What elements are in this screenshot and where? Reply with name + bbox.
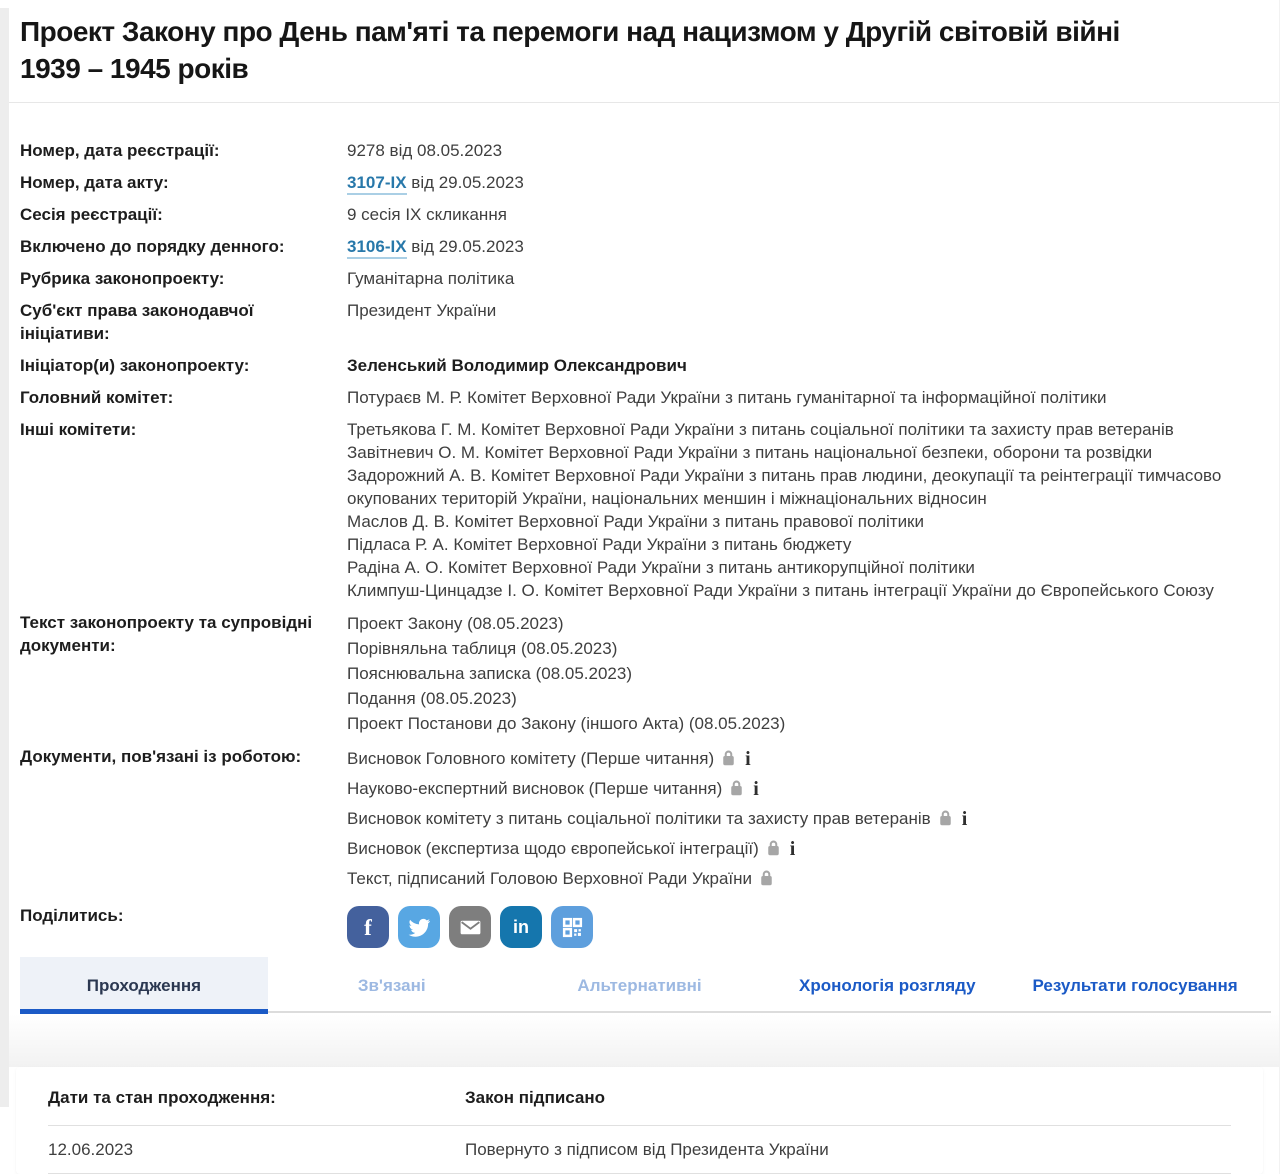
detail-row: [20, 354, 1259, 377]
detail-value: [347, 139, 1259, 162]
page-title-line2: 1939 – 1945 років: [20, 53, 249, 84]
detail-label: Номер, дата реєстрації:: [20, 141, 220, 160]
detail-row: [20, 171, 1259, 194]
related-document: [347, 835, 1259, 865]
lock-icon-wrap: [938, 808, 953, 835]
progress-table-body: [48, 1126, 1231, 1173]
committee-line: Радіна А. О. Комітет Верховної Ради України з питань антикорупційної політики: [347, 558, 975, 577]
page-title: [20, 13, 1259, 87]
info-icon[interactable]: i: [961, 808, 968, 830]
bill-page: [9, 0, 1280, 1174]
detail-row: [20, 904, 1259, 948]
info-icon[interactable]: i: [753, 778, 759, 800]
related-document-title[interactable]: Науково-експертний висновок (Перше читання): [347, 779, 723, 798]
lock-icon: [938, 809, 953, 827]
share-buttons: [347, 904, 1259, 948]
lock-icon: [721, 749, 736, 767]
detail-value: [347, 299, 1259, 345]
linkedin-icon: in: [513, 916, 529, 937]
detail-value: [347, 235, 1259, 258]
progress-table-header: [48, 1067, 1231, 1125]
share-button-twitter[interactable]: [398, 906, 440, 948]
detail-label: Інші комітети:: [20, 420, 137, 439]
bill-details: [9, 103, 1279, 948]
detail-label: Суб'єкт права законодавчої ініціативи:: [20, 301, 254, 343]
detail-row: [20, 235, 1259, 258]
related-document-title[interactable]: Висновок Головного комітету (Перше читання): [347, 749, 715, 768]
document-link[interactable]: Пояснювальна записка (08.05.2023): [347, 664, 632, 683]
related-document-title[interactable]: Висновок (експертиза щодо європейської інтеграції): [347, 839, 759, 858]
document-link[interactable]: Проект Закону (08.05.2023): [347, 614, 564, 633]
progress-header-status: Закон підписано: [465, 1088, 606, 1107]
email-icon: [458, 915, 483, 940]
detail-value: [347, 203, 1259, 226]
detail-label: Сесія реєстрації:: [20, 205, 163, 224]
progress-table-row: [48, 1126, 1231, 1173]
tab-label: Зв'язані: [357, 975, 426, 995]
related-document-title[interactable]: Текст, підписаний Головою Верховної Ради України: [347, 869, 753, 888]
committee-line: Маслов Д. В. Комітет Верховної Ради України з питань правової політики: [347, 512, 924, 531]
detail-value: [347, 418, 1259, 602]
detail-label: Поділитись:: [20, 906, 124, 925]
detail-label: Ініціатор(и) законопроекту:: [20, 356, 250, 375]
detail-label: Документи, пов'язані із роботою:: [20, 747, 302, 766]
progress-card: [16, 1067, 1263, 1174]
detail-value-text: 9278 від 08.05.2023: [347, 141, 503, 160]
detail-value-text: Президент України: [347, 301, 497, 320]
related-document: [347, 745, 1259, 775]
document-link[interactable]: Проект Постанови до Закону (іншого Акта) (08.05.2023): [347, 714, 786, 733]
lock-icon: [759, 869, 774, 887]
lock-icon-wrap: [766, 838, 781, 865]
lock-icon-wrap: [729, 778, 744, 805]
related-document: [347, 775, 1259, 805]
share-button-linkedin[interactable]: [500, 906, 542, 948]
lock-icon-wrap: [721, 748, 736, 775]
qr-code-icon: [561, 916, 584, 939]
lock-icon: [729, 779, 744, 797]
detail-row: [20, 386, 1259, 409]
committee-line: Завітневич О. М. Комітет Верховної Ради України з питань національної безпеки, оборони та розвідки: [347, 443, 1153, 462]
detail-label: Включено до порядку денного:: [20, 237, 285, 256]
share-button-qr[interactable]: [551, 906, 593, 948]
detail-value: [347, 611, 1259, 736]
tab-label: Альтернативні: [577, 975, 702, 995]
detail-row: [20, 299, 1259, 345]
initiator-name: Зеленський Володимир Олександрович: [347, 356, 687, 375]
detail-value-text: від 29.05.2023: [411, 173, 524, 192]
progress-date: 12.06.2023: [48, 1140, 134, 1159]
detail-label: Головний комітет:: [20, 388, 174, 407]
detail-row: [20, 267, 1259, 290]
detail-value: [347, 171, 1259, 194]
related-document-title[interactable]: Висновок комітету з питань соціальної політики та захисту прав ветеранів: [347, 809, 931, 828]
detail-row: [20, 745, 1259, 895]
detail-row: [20, 611, 1259, 736]
progress-status: Повернуто з підписом від Президента України: [465, 1140, 829, 1159]
progress-header-dates: Дати та стан проходження:: [48, 1088, 276, 1107]
tab-bar: [9, 957, 1279, 1014]
detail-label: Рубрика законопроекту:: [20, 269, 225, 288]
detail-value-text: Потураєв М. Р. Комітет Верховної Ради України з питань гуманітарної та інформаційної політики: [347, 388, 1107, 407]
detail-value: [347, 904, 1259, 948]
act-number-link[interactable]: 3107-IX: [347, 173, 407, 195]
detail-row: [20, 139, 1259, 162]
lock-icon: [766, 839, 781, 857]
detail-row: [20, 418, 1259, 602]
detail-value-text: Гуманітарна політика: [347, 269, 515, 288]
related-document: [347, 865, 1259, 895]
page-title-line1: Проект Закону про День пам'яті та перемоги над нацизмом у Другій світовій війні: [20, 16, 1120, 47]
detail-value: [347, 267, 1259, 290]
related-document: [347, 805, 1259, 835]
detail-label: Текст законопроекту та супровідні документи:: [20, 613, 313, 655]
document-link[interactable]: Подання (08.05.2023): [347, 689, 517, 708]
detail-value-text: 9 сесія IX скликання: [347, 205, 507, 224]
info-icon[interactable]: i: [745, 748, 751, 770]
title-block: [9, 0, 1279, 87]
document-link[interactable]: Порівняльна таблиця (08.05.2023): [347, 639, 618, 658]
share-button-email[interactable]: [449, 906, 491, 948]
detail-label: Номер, дата акту:: [20, 173, 169, 192]
committee-line: Підласа Р. А. Комітет Верховної Ради України з питань бюджету: [347, 535, 852, 554]
tab-alternatyvni[interactable]: [516, 957, 764, 1014]
tabs-content-spacer: [9, 1014, 1279, 1067]
detail-value: [347, 354, 1259, 377]
twitter-icon: [408, 916, 431, 939]
committee-line: Третьякова Г. М. Комітет Верховної Ради України з питань соціальної політики та захисту прав ветеранів: [347, 420, 1174, 439]
tab-prokhodzhennia[interactable]: [20, 957, 268, 1014]
detail-value: [347, 386, 1259, 409]
detail-value: [347, 745, 1259, 895]
tab-label: Хронологія розгляду: [799, 975, 976, 995]
committee-line: Задорожний А. В. Комітет Верховної Ради України з питань прав людини, деокупації та реінтеграції тимчасово окупованих територій України, національних меншин і міжнаціональних відносин: [347, 466, 1222, 508]
tab-label: Проходження: [86, 975, 202, 995]
tab-khronolohiia-rozghliadu[interactable]: [763, 957, 1011, 1014]
tab-label: Результати голосування: [1032, 975, 1238, 995]
info-icon[interactable]: i: [789, 838, 796, 860]
tab-rezultaty-holosuvannia[interactable]: [1011, 957, 1259, 1014]
page-left-gutter: [0, 8, 9, 1107]
facebook-icon: f: [364, 914, 372, 940]
committee-line: Климпуш-Цинцадзе І. О. Комітет Верховної Ради України з питань інтеграції України до Європейського Союзу: [347, 581, 1214, 600]
act-number-link[interactable]: 3106-IX: [347, 237, 407, 259]
detail-value-text: від 29.05.2023: [411, 237, 524, 256]
detail-row: [20, 203, 1259, 226]
share-button-facebook[interactable]: [347, 906, 389, 948]
tab-zviazani[interactable]: [268, 957, 516, 1014]
lock-icon-wrap: [759, 868, 774, 895]
